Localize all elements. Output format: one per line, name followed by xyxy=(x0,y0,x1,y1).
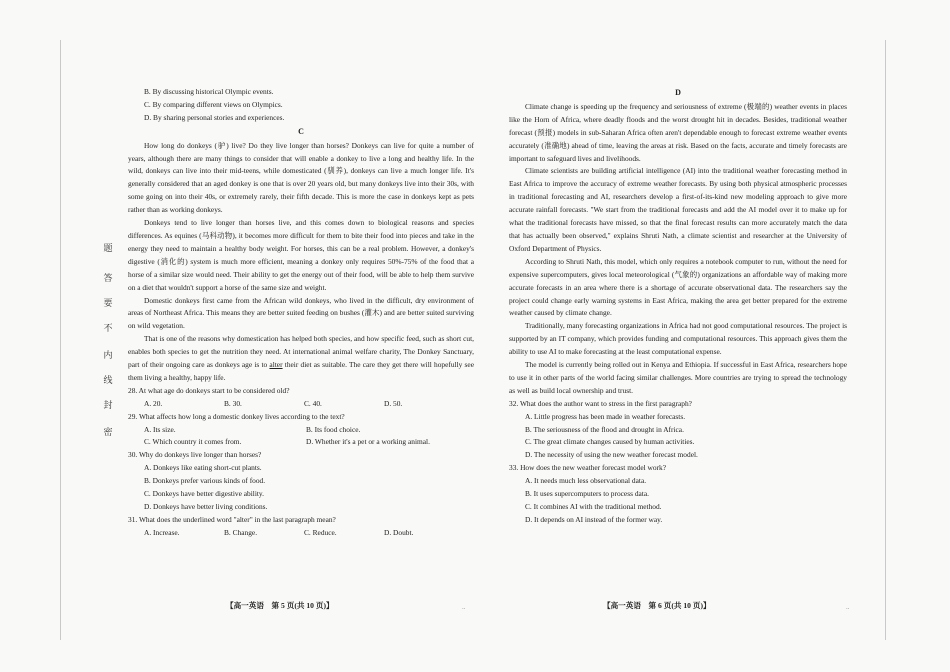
question-33: 33. How does the new weather forecast model work? xyxy=(509,463,666,473)
paragraph-text: That is one of the reasons why domestication has helped both species, and how specific feed, such as short cut, enables both species to get the nutrition they need. At international animal welfare charity, The Donkey Sanctuary, part of their ongoing care as donkeys age is to xyxy=(128,334,474,370)
passage-d-paragraph: Climate scientists are building artificial intelligence (AI) into the traditional weather forecasting method in East Africa to improve the accuracy of extreme weather forecasts. By using both physical atmospheric processes in traditional forecasting and AI, researchers develop a first-of-its-kind new modeling approach to give more accurate rainfall forecasts. "We start from the traditional forecasts and add the AI model over it to make up for what the traditional forecasts have missed, so that the final forecast results can more accurately match the data that has actually been observed," explains Shruti Nath, a climate scientist and researcher at the University of Oxford Department of Physics. xyxy=(509,166,847,253)
binding-mark: 内 xyxy=(103,350,113,360)
question-29: 29. What affects how long a domestic donkey lives according to the text? xyxy=(128,411,345,421)
question-31: 31. What does the underlined word "alter" in the last paragraph mean? xyxy=(128,514,336,524)
option: D. It depends on AI instead of the former way. xyxy=(525,514,663,524)
right-margin-line xyxy=(885,40,886,640)
option: D. Donkeys have better living conditions. xyxy=(144,502,268,511)
left-margin-line xyxy=(60,40,61,640)
underlined-word: alter xyxy=(269,360,283,370)
page-footer-left: 【高一英语 第 5 页(共 10 页)】 xyxy=(226,601,334,610)
question-30: 30. Why do donkeys live longer than horses? xyxy=(128,450,262,460)
section-label-d: D xyxy=(675,88,681,97)
option: C. 40. xyxy=(304,398,322,408)
question-28-options xyxy=(128,398,474,411)
option: D. The necessity of using the new weather forecast model. xyxy=(525,450,698,460)
binding-mark: 线 xyxy=(103,375,113,385)
option: C. Which country it comes from. xyxy=(144,437,242,447)
option: C. Reduce. xyxy=(304,527,337,537)
dots-mark: .. xyxy=(462,603,466,611)
passage-d-paragraph: The model is currently being rolled out in Kenya and Ethiopia. If successful in East Africa, researchers hope to use it in other parts of the world facing similar challenges. More countries are trying to spread the technology as well as build local ownership and trust. xyxy=(509,360,847,395)
option: B. 30. xyxy=(224,398,242,408)
option: A. Little progress has been made in weather forecasts. xyxy=(525,411,686,421)
option: B. Donkeys prefer various kinds of food. xyxy=(144,476,266,486)
binding-mark: 答 xyxy=(103,273,113,283)
option: D. 50. xyxy=(384,398,403,408)
option: C. It combines AI with the traditional method. xyxy=(525,502,662,511)
prev-option: C. By comparing different views on Olympics. xyxy=(144,99,283,109)
question-28: 28. At what age do donkeys start to be considered old? xyxy=(128,385,290,395)
binding-mark: 封 xyxy=(103,400,113,410)
option: A. 20. xyxy=(144,398,163,408)
option: D. Doubt. xyxy=(384,527,414,537)
option: A. Its size. xyxy=(144,424,176,434)
binding-mark: 要 xyxy=(103,298,113,308)
question-32: 32. What does the author want to stress in the first paragraph? xyxy=(509,398,692,408)
option: C. Donkeys have better digestive ability. xyxy=(144,489,264,499)
prev-option: D. By sharing personal stories and experiences. xyxy=(144,112,285,122)
option: A. Donkeys like eating short-cut plants. xyxy=(144,463,262,473)
dots-mark: .. xyxy=(846,603,850,611)
option: C. The great climate changes caused by human activities. xyxy=(525,437,695,447)
page-footer-right: 【高一英语 第 6 页(共 10 页)】 xyxy=(603,601,711,610)
option: B. Its food choice. xyxy=(306,424,361,434)
option: A. Increase. xyxy=(144,527,180,537)
option: B. It uses supercomputers to process data. xyxy=(525,489,649,499)
option: B. Change. xyxy=(224,527,258,537)
question-29-options xyxy=(128,436,474,449)
option: A. It needs much less observational data. xyxy=(525,476,647,486)
left-column xyxy=(128,86,474,540)
option: B. The seriousness of the flood and drought in Africa. xyxy=(525,424,684,434)
passage-d-paragraph: Climate change is speeding up the frequency and seriousness of extreme (极端的) weather events in places like the Horn of Africa, where deadly floods and the worst drought hit in decades. Besides, traditional weather forecast (预报) models in sub-Saharan Africa often aren't dependable enough to forecast extreme weather events accurately (准确地) ahead of time, leaving the areas at risk. Based on the facts, accurate and timely forecasts are important to safeguard lives and livelihoods. xyxy=(509,101,847,163)
right-column xyxy=(509,86,847,527)
option: D. Whether it's a pet or a working animal. xyxy=(306,437,430,447)
passage-c-paragraph: How long do donkeys (驴) live? Do they live longer than horses? Donkeys can live for quite a number of years, although there are many things to consider that will enable a donkey to live a long and healthy life. In the wild, donkeys can live into their mid-teens, while domesticated (驯养), donkeys can live a much longer life. It's generally considered that an aged donkey is one that is over 20 years old, but many donkeys live into their 30s, with some going on into their 40s, or extremely rarely, their fifth decade. This is more the case in donkeys kept as pets rather than as working donkeys. xyxy=(128,140,474,215)
passage-c-paragraph: Domestic donkeys first came from the African wild donkeys, who lived in the difficult, dry environment of areas of Northeast Africa. This means they are better suited feeding on bushes (灌木) and are better suited surviving on wild vegetation. xyxy=(128,295,474,331)
binding-mark: 题 xyxy=(103,243,113,253)
paragraph-text: their diet as suitable. The care they get there will hopefully see them living a healthy, happy life. xyxy=(128,360,474,382)
passage-d-paragraph: Traditionally, many forecasting organizations in Africa had not good computational resources. The project is supported by an IT company, which provides funding and computational resources. This approach gives them the ability to use AI to make forecasting at the least computational expense. xyxy=(509,321,847,357)
passage-c-paragraph xyxy=(128,333,474,385)
binding-mark: 不 xyxy=(103,323,113,333)
prev-option: B. By discussing historical Olympic events. xyxy=(144,87,274,96)
question-31-options xyxy=(128,527,474,540)
passage-d-paragraph: According to Shruti Nath, this model, which only requires a notebook computer to run, without the need for expensive supercomputers, gives local meteorological (气象的) organizations an affordable way of making more accurate forecasts in an area where there is a shortage of accurate observational data. The researchers say the project could change early warning systems in East Africa, making the area get better prepared for the extreme weather caused by climate change. xyxy=(509,256,847,318)
passage-c-paragraph: Donkeys tend to live longer than horses live, and this comes down to biological reasons and species differences. As equines (马科动物), it becomes more difficult for them to bite their food into pieces and take in the energy they need to maintain a healthy body weight. For horses, this can be a real problem. However, a donkey's digestive (消化的) system is much more efficient, meaning a donkey only requires 50%-75% of the food that a horse of a similar size would need. Their ability to get the energy out of their food, will be able to help them survive on a diet that wouldn't support a horse of the same size and weight. xyxy=(128,218,474,292)
section-label-c: C xyxy=(298,126,304,136)
question-29-options xyxy=(128,424,474,437)
binding-mark: 密 xyxy=(103,427,113,437)
